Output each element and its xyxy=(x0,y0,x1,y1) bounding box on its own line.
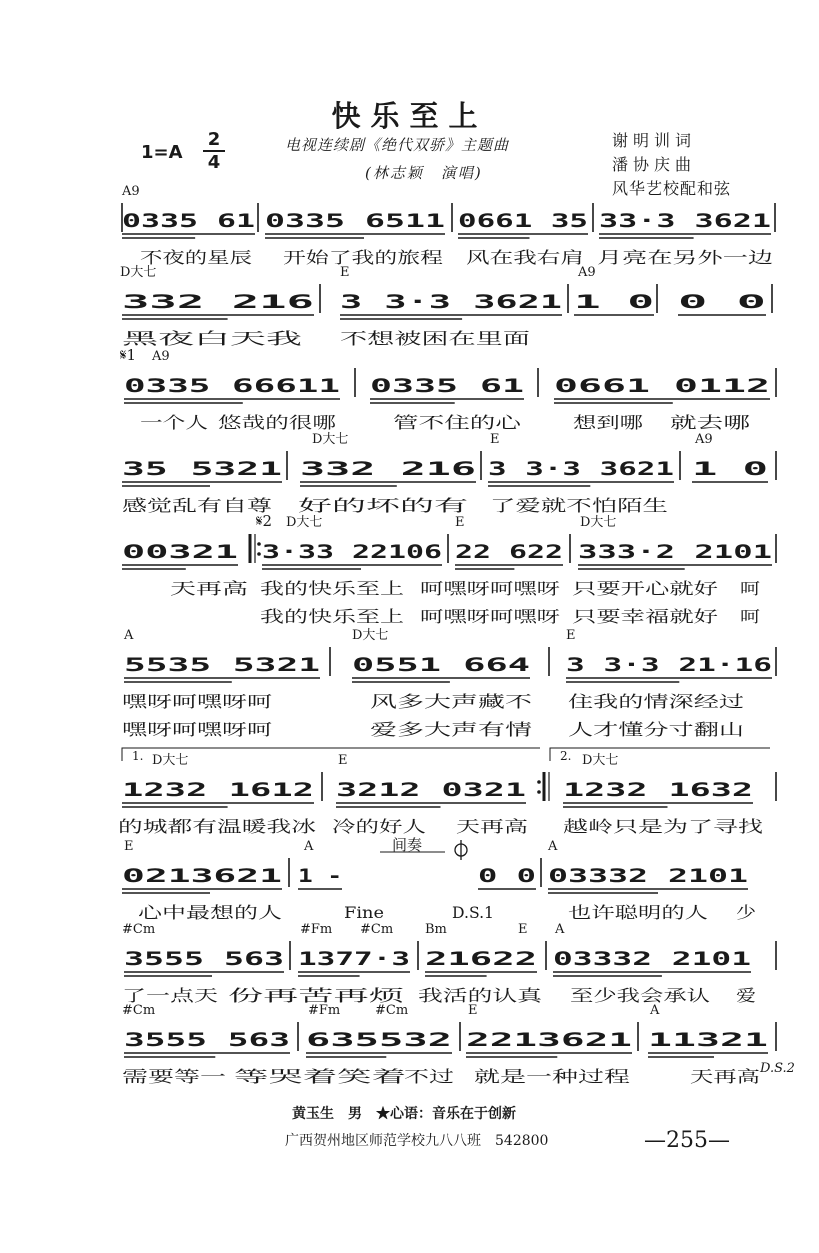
lyric: 等哭着笑着 xyxy=(234,1067,406,1086)
lyric: 了一点天 xyxy=(122,986,218,1005)
note-group: 1232 1612 xyxy=(122,779,314,801)
note-group: 0 0 xyxy=(478,865,536,887)
chord-symbol: A xyxy=(548,839,558,854)
volta-label: 1. xyxy=(132,749,144,763)
lyric: 好的坏的有 xyxy=(298,496,468,515)
chord-symbol: A xyxy=(304,839,314,854)
note-group: 0661 35 xyxy=(458,210,588,232)
lyric: 感觉乱有自尊 xyxy=(122,496,272,515)
note-group: 0335 61 xyxy=(370,375,524,397)
lyric: 嘿呀呵嘿呀呵 xyxy=(122,692,272,711)
credit-arranger: 风华艺校配和弦 xyxy=(612,179,732,198)
note-group: 1 0 xyxy=(574,291,654,313)
lyric: 少 xyxy=(736,903,756,922)
chord-symbol: D大七 xyxy=(286,515,323,530)
chord-symbol: A xyxy=(124,628,134,643)
lyric: 不夜的星辰 xyxy=(140,248,252,267)
page-number: —255— xyxy=(644,1128,730,1153)
chord-symbol: A9 xyxy=(578,265,596,280)
credit-composer: 潘协庆曲 xyxy=(612,155,697,174)
note-group: 333·2 2101 xyxy=(578,541,772,563)
chord-symbol: #Fm xyxy=(308,1003,341,1018)
lyric: 想到哪 xyxy=(573,413,643,432)
chord-symbol: D大七 xyxy=(312,432,349,447)
note-group: 03332 2101 xyxy=(553,948,751,970)
note-group: 3·33 22106 xyxy=(262,541,442,563)
note-group: 0661 0112 xyxy=(554,375,770,397)
lyric: 一个人 xyxy=(140,413,208,432)
meter-bottom: 4 xyxy=(207,152,221,173)
lyric: 需要等一 xyxy=(122,1067,226,1086)
chord-symbol: E xyxy=(124,839,134,854)
note-group: 5535 5321 xyxy=(124,654,320,676)
key-signature: 1=A xyxy=(141,142,183,163)
lyric: 呵嘿呀呵嘿呀 xyxy=(420,579,560,598)
note-group: 0335 66611 xyxy=(124,375,340,397)
lyric: 也许聪明的人 xyxy=(568,903,708,922)
note-group: 0213621 xyxy=(122,865,282,887)
lyric: 只要开心就好 xyxy=(572,579,718,598)
note-group: 11321 xyxy=(648,1029,768,1051)
lyric-verse2: 呵 xyxy=(740,607,760,626)
lyric: 就是一种过程 xyxy=(474,1067,630,1086)
chord-symbol: D大七 xyxy=(580,515,617,530)
note-group: 332 216 xyxy=(300,458,476,480)
lyric: 心中最想的人 xyxy=(138,903,282,922)
note-group: 0335 61 xyxy=(122,210,255,232)
chord-symbol: D大七 xyxy=(582,753,619,768)
segno-mark: 间奏 xyxy=(392,836,423,854)
note-group: 332 216 xyxy=(122,291,314,313)
chord-symbol: Bm xyxy=(425,922,447,937)
chord-symbol: D大七 xyxy=(152,753,189,768)
note-group: 3212 0321 xyxy=(336,779,526,801)
repeat-dot xyxy=(257,552,261,556)
note-group: 0335 6511 xyxy=(265,210,445,232)
lyric: 不想被困在里面 xyxy=(340,329,530,348)
credit-lyrics: 谢明训词 xyxy=(612,131,697,150)
chord-symbol: A9 xyxy=(122,184,140,199)
note-group: 21622 xyxy=(425,948,537,970)
lyric: 天再高 xyxy=(456,817,528,836)
lyric: 冷的好人 xyxy=(332,817,426,836)
lyric: 了爱就不怕陌生 xyxy=(490,496,668,515)
lyric: 就去哪 xyxy=(670,413,750,432)
chord-symbol: A9 xyxy=(695,432,713,447)
lyric: 风多大声藏不 xyxy=(370,692,532,711)
note-group: 3555 563 xyxy=(124,1029,290,1051)
lyric: 呵 xyxy=(740,579,760,598)
repeat-dot xyxy=(537,780,541,784)
lyric: Fine xyxy=(344,903,384,922)
chord-symbol: A xyxy=(555,922,565,937)
note-group: 3555 563 xyxy=(124,948,284,970)
lyric: 开始了我的旅程 xyxy=(283,248,443,267)
chord-symbol: D大七 xyxy=(120,265,157,280)
meter-top: 2 xyxy=(207,129,221,150)
note-group: 03332 2101 xyxy=(548,865,748,887)
note-group: 33·3 3621 xyxy=(599,210,771,232)
note-group: 1377·3 xyxy=(298,948,410,970)
note-group: 3 3·3 3621 xyxy=(488,458,674,480)
lyric-verse2: 只要幸福就好 xyxy=(572,607,718,626)
lyric-verse2: 人才懂分寸翻山 xyxy=(568,720,744,739)
segno-mark: 𝄋1 xyxy=(120,346,136,364)
lyric: 天再高 xyxy=(690,1067,760,1086)
note-group: 635532 xyxy=(306,1029,452,1051)
lyric: 黑夜白天我 xyxy=(122,329,302,348)
note-group: 1232 1632 xyxy=(563,779,753,801)
chord-symbol: #Fm xyxy=(300,922,333,937)
chord-symbol: #Cm xyxy=(375,1003,409,1018)
chord-symbol: E xyxy=(518,922,528,937)
lyric: 住我的情深经过 xyxy=(568,692,744,711)
chord-symbol: #Cm xyxy=(122,1003,156,1018)
chord-symbol: #Cm xyxy=(122,922,156,937)
lyric: 我活的认真 xyxy=(418,986,544,1005)
lyric: 天再高 xyxy=(170,579,248,598)
lyric-verse2: 我的快乐至上 xyxy=(260,607,404,626)
lyric: 风在我右肩 xyxy=(466,248,584,267)
lyric-verse2: 嘿呀呵嘿呀呵 xyxy=(122,720,272,739)
lyric: 悠哉的很哪 xyxy=(218,413,336,432)
volta-label: 2. xyxy=(560,749,572,763)
note-group: 35 5321 xyxy=(122,458,282,480)
chord-symbol: D大七 xyxy=(352,628,389,643)
lyric: 爱 xyxy=(736,986,756,1005)
chord-symbol: E xyxy=(566,628,576,643)
chord-symbol: E xyxy=(455,515,465,530)
lyric: 份再苦再烦 xyxy=(228,986,404,1005)
song-title: 快乐至上 xyxy=(331,99,488,133)
address-line: 广西贺州地区师范学校九八八班 542800 xyxy=(285,1133,549,1149)
chord-symbol: E xyxy=(468,1003,478,1018)
lyric: 至少我会承认 xyxy=(570,986,710,1005)
lyric: 我的快乐至上 xyxy=(260,579,404,598)
note-group: 3 3·3 21·16 xyxy=(566,654,772,676)
lyric-verse2: 呵嘿呀呵嘿呀 xyxy=(420,607,560,626)
lyric: 管不住的心 xyxy=(393,413,523,432)
note-group: 1 - xyxy=(298,865,342,887)
note-group: 0551 664 xyxy=(352,654,530,676)
chord-symbol: #Cm xyxy=(360,922,394,937)
lyric: 越岭只是为了寻找 xyxy=(563,817,763,836)
segno-mark: 𝄋2 xyxy=(256,512,272,530)
lyric: 月亮在另外一边 xyxy=(597,248,773,267)
lyric: D.S.1 xyxy=(452,903,494,922)
note-group: 00321 xyxy=(122,541,238,563)
lyric: 的城都有温暖我冰 xyxy=(118,817,316,836)
ds2-label: D.S.2 xyxy=(760,1061,795,1076)
singer: (林志颖 演唱) xyxy=(365,164,483,182)
note-group: 0 0 xyxy=(678,291,766,313)
repeat-dot xyxy=(257,542,261,546)
note-group: 22 622 xyxy=(455,541,563,563)
author-line: 黄玉生 男 ★心语：音乐在于创新 xyxy=(292,1106,516,1122)
lyric: 不过 xyxy=(404,1067,454,1086)
chord-symbol: E xyxy=(338,753,348,768)
repeat-dot xyxy=(537,790,541,794)
note-group: 2213621 xyxy=(466,1029,632,1051)
lyric-verse2: 爱多大声有情 xyxy=(370,720,532,739)
note-group: 1 0 xyxy=(692,458,768,480)
chord-symbol: A xyxy=(650,1003,660,1018)
note-group: 3 3·3 3621 xyxy=(340,291,562,313)
chord-symbol: E xyxy=(490,432,500,447)
chord-symbol: E xyxy=(340,265,350,280)
chord-symbol: A9 xyxy=(152,349,170,364)
subtitle: 电视连续剧《绝代双骄》主题曲 xyxy=(285,136,510,154)
